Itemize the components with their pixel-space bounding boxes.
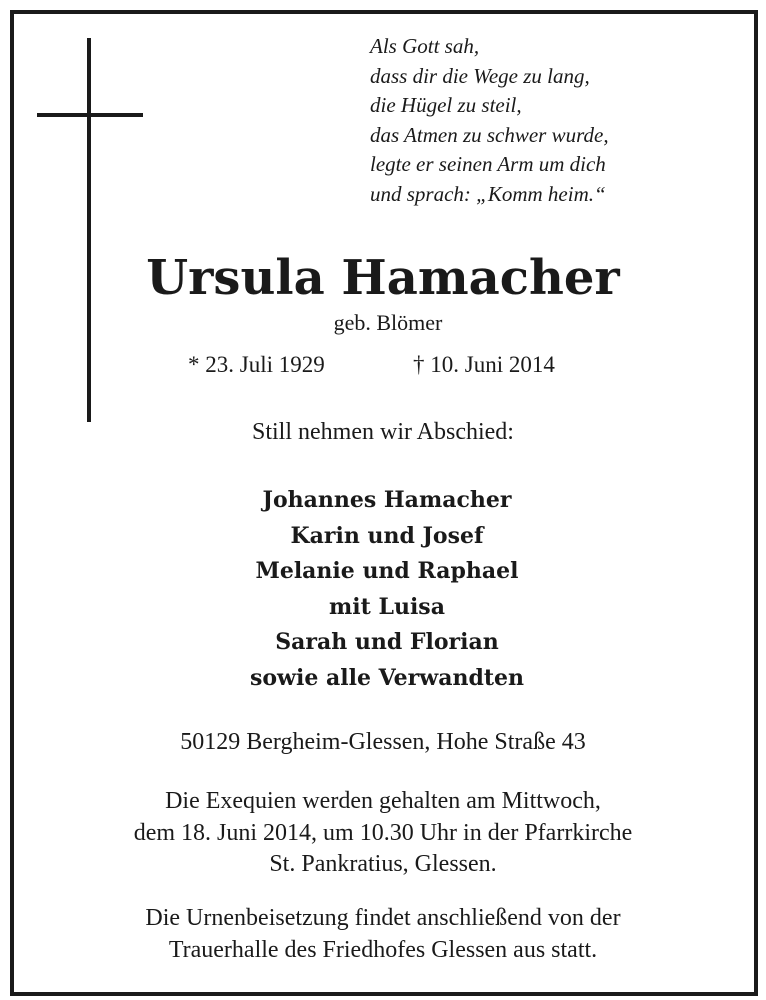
address: 50129 Bergheim-Glessen, Hohe Straße 43 [180, 729, 586, 755]
exequies-line: St. Pankratius, Glessen. [269, 851, 497, 877]
maiden-name: geb. Blömer [333, 310, 443, 335]
mourner-line: Sarah und Florian [275, 629, 499, 656]
exequies-info [0, 786, 766, 881]
exequies-line: Die Exequien werden gehalten am Mittwoch, [165, 788, 601, 814]
poem-line: und sprach: „Komm heim.“ [370, 181, 606, 206]
poem-line: dass dir die Wege zu lang, [370, 63, 590, 88]
mourner-line: Melanie und Raphael [255, 558, 519, 585]
urn-burial-line: Trauerhalle des Friedhofes Glessen aus statt. [168, 937, 598, 963]
poem-line: die Hügel zu steil, [370, 93, 522, 117]
farewell-heading: Still nehmen wir Abschied: [252, 419, 514, 445]
urn-burial-info [0, 902, 766, 966]
exequies-line: dem 18. Juni 2014, um 10.30 Uhr in der Pfarrkirche [133, 819, 633, 846]
mourner-line: sowie alle Verwandten [249, 664, 524, 691]
poem-line: das Atmen zu schwer wurde, [370, 122, 609, 147]
birth-date: * 23. Juli 1929 [188, 352, 325, 377]
poem-line: legte er seinen Arm um dich [370, 152, 606, 176]
mourner-line: Johannes Hamacher [262, 487, 512, 513]
urn-burial-line: Die Urnenbeisetzung findet anschließend von der [145, 905, 621, 931]
cross-vertical-bar [87, 38, 91, 422]
mourner-line: mit Luisa [329, 593, 445, 620]
mourner-line: Karin und Josef [290, 522, 484, 549]
cross-horizontal-bar [37, 113, 143, 117]
deceased-name: Ursula Hamacher [146, 250, 620, 306]
poem-line: Als Gott sah, [370, 34, 480, 58]
poem [370, 32, 609, 209]
death-date: † 10. Juni 2014 [413, 352, 555, 377]
mourners-list [0, 483, 766, 697]
